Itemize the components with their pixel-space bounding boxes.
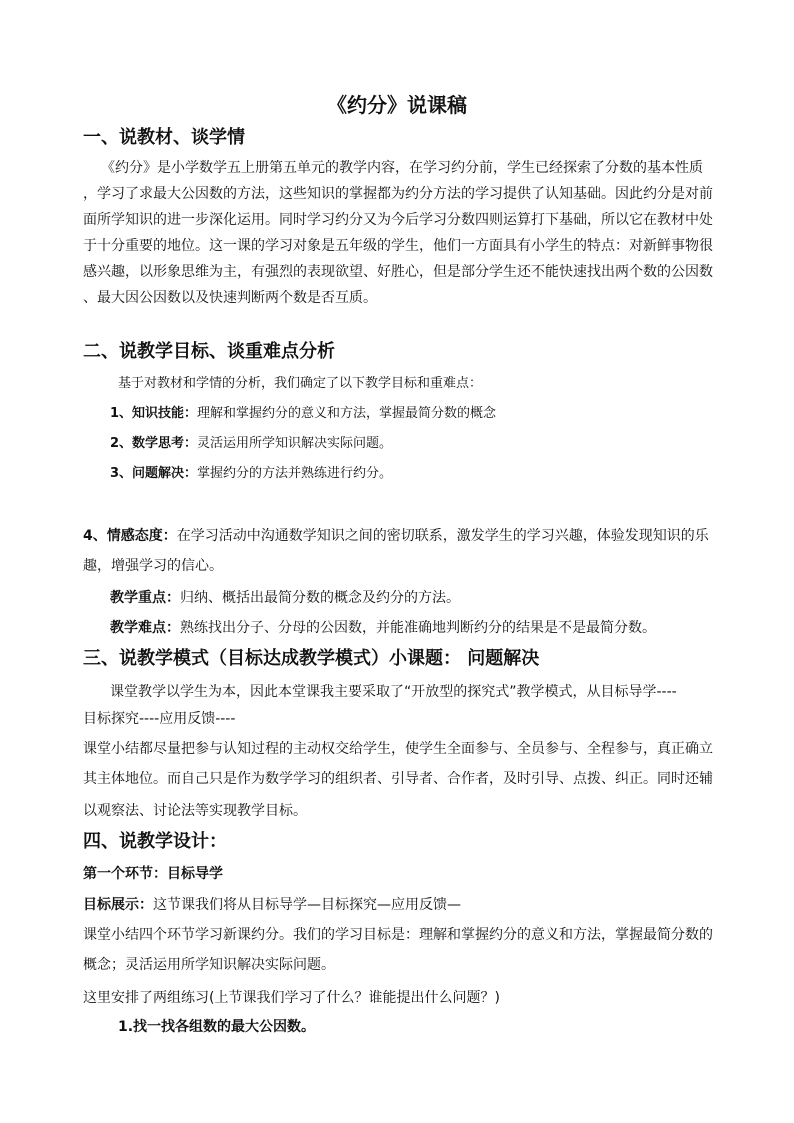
exercise-item: 1.找一找各组数的最大公因数。 — [118, 1019, 316, 1035]
goal-item — [110, 464, 392, 484]
difficult-point-label: 教学难点： — [110, 620, 180, 636]
paragraph-line: 课堂小结都尽量把参与认知过程的主动权交给学生，使学生全面参与、全员参与、全程参与，真正确立 — [83, 741, 713, 757]
key-point-text: 归纳、概括出最简分数的概念及约分的方法。 — [180, 590, 460, 606]
paragraph-line: 概念；灵活运用所学知识解决实际问题。 — [83, 957, 335, 973]
paragraph-line: 趣，增强学习的信心。 — [83, 558, 223, 574]
goal-text: 灵活运用所学知识解决实际问题。 — [197, 436, 393, 451]
key-point — [110, 588, 460, 608]
goal-display-text: 这节课我们将从目标导学—目标探究—应用反馈— — [153, 897, 461, 913]
difficult-point — [110, 618, 656, 638]
goal-display-label: 目标展示： — [83, 897, 153, 913]
section-3-heading: 三、说教学模式（目标达成教学模式）小课题： 问题解决 — [83, 648, 540, 669]
paragraph-line: 于十分重要的地位。这一课的学习对象是五年级的学生，他们一方面具有小学生的特点：对新鲜事物很 — [83, 238, 713, 254]
paragraph-line: 课堂教学以学生为本，因此本堂课我主要采取了“开放型的探究式”教学模式，从目标导学---- — [110, 684, 677, 700]
section-1-heading: 一、说教材、谈学情 — [83, 127, 245, 148]
goal-text: 掌握约分的方法并熟练进行约分。 — [197, 466, 393, 481]
goal-label: 3、问题解决： — [110, 466, 198, 481]
paragraph-line: 《约分》是小学数学五上册第五单元的教学内容，在学习约分前，学生已经探索了分数的基本性质 — [101, 160, 703, 176]
paragraph-line: 这里安排了两组练习(上节课我们学习了什么？谁能提出什么问题？) — [83, 990, 500, 1006]
paragraph-line: 、最大因公因数以及快速判断两个数是否互质。 — [83, 290, 377, 306]
section-2-intro: 基于对教材和学情的分析，我们确定了以下教学目标和重难点： — [118, 376, 483, 391]
goal-text: 理解和掌握约分的意义和方法，掌握最简分数的概念 — [197, 406, 497, 421]
paragraph-line: ，学习了求最大公因数的方法，这些知识的掌握都为约分方法的学习提供了认知基础。因此约分是对前 — [83, 186, 713, 202]
paragraph-line: 面所学知识的进一步深化运用。同时学习约分又为今后学习分数四则运算打下基础，所以它在教材中处 — [83, 212, 713, 228]
goal-label: 2、数学思考： — [110, 436, 198, 451]
difficult-point-text: 熟练找出分子、分母的公因数，并能准确地判断约分的结果是不是最简分数。 — [180, 620, 656, 636]
goal-display — [83, 895, 461, 915]
goal-item — [83, 526, 709, 546]
key-point-label: 教学重点： — [110, 590, 180, 606]
paragraph-line: 其主体地位。而自己只是作为数学学习的组织者、引导者、合作者，及时引导、点拨、纠正。同时还辅 — [83, 771, 713, 787]
paragraph-line: 课堂小结四个环节学习新课约分。我们的学习目标是：理解和掌握约分的意义和方法，掌握最简分数的 — [83, 927, 713, 943]
section-4-heading: 四、说教学设计： — [83, 831, 227, 852]
paragraph-line: 以观察法、讨论法等实现教学目标。 — [83, 803, 307, 819]
paragraph-line: 感兴趣，以形象思维为主，有强烈的表现欲望、好胜心，但是部分学生还不能快速找出两个数的公因数 — [83, 264, 713, 280]
step-1-heading: 第一个环节：目标导学 — [83, 866, 223, 882]
goal-text: 在学习活动中沟通数学知识之间的密切联系，激发学生的学习兴趣，体验发现知识的乐 — [176, 528, 709, 544]
goal-item — [110, 404, 496, 424]
paragraph-line: 目标探究----应用反馈---- — [83, 711, 236, 727]
page-title: 《约分》说课稿 — [327, 93, 467, 117]
goal-label: 1、知识技能： — [110, 406, 198, 421]
goal-label: 4、情感态度： — [83, 528, 177, 544]
goal-item — [110, 434, 392, 454]
section-2-heading: 二、说教学目标、谈重难点分析 — [83, 341, 335, 362]
